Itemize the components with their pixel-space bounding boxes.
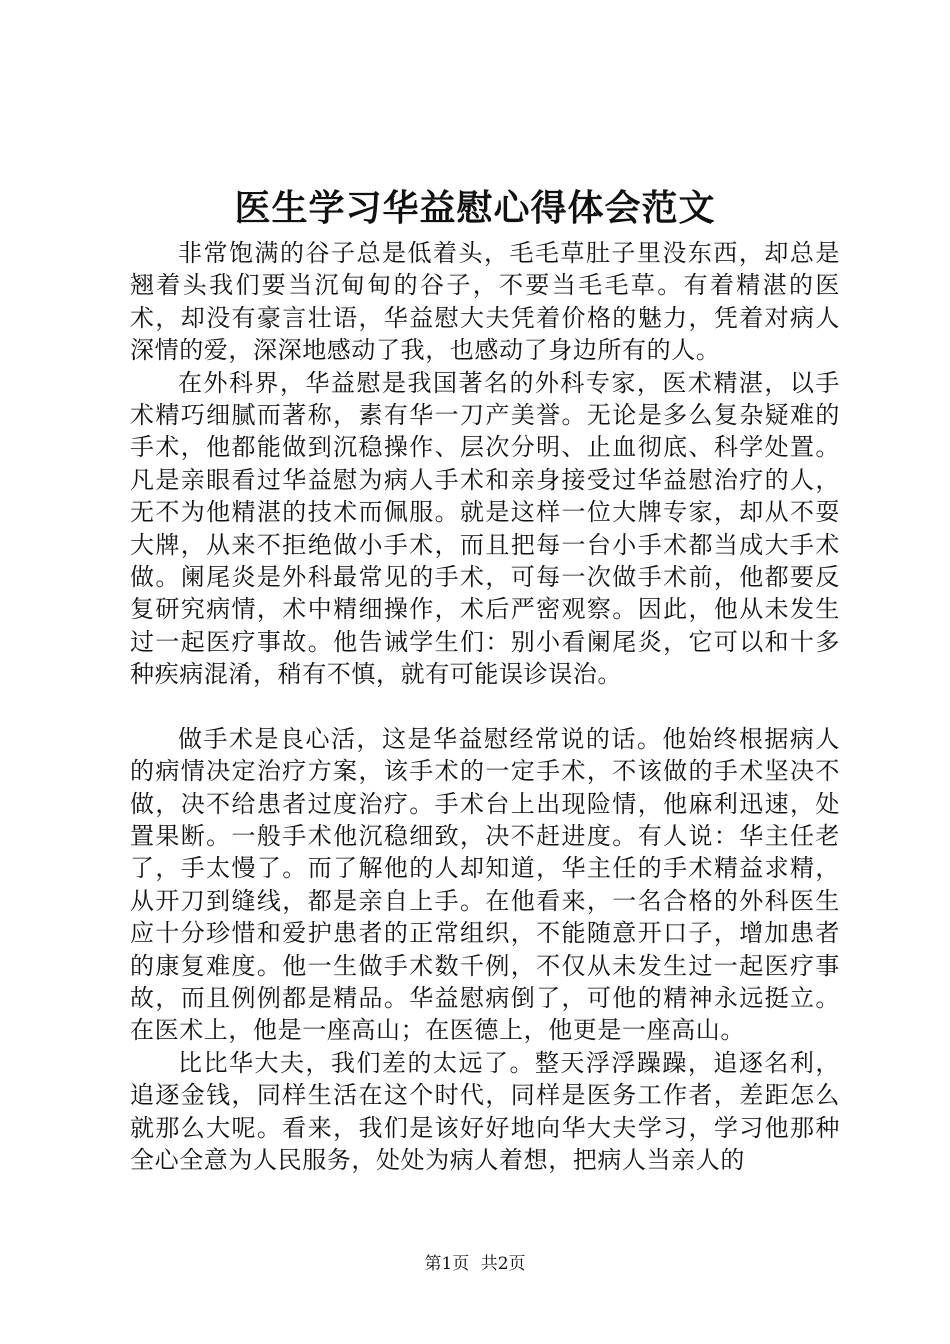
paragraph-2: 在外科界，华益慰是我国著名的外科专家，医术精湛，以手术精巧细腻而著称，素有华一刀产美誉。无论是多么复杂疑难的手术，他都能做到沉稳操作、层次分明、止血彻底、科学处置。凡是亲眼看过华益慰为病人手术和亲身接受过华益慰治疗的人，无不为他精湛的技术而佩服。就是这样一位大牌专家，却从不耍大牌，从来不拒绝做小手术，而且把每一台小手术都当成大手术做。阑尾炎是外科最常见的手术，可每一次做手术前，他都要反复研究病情，术中精细操作，术后严密观察。因此，他从未发生过一起医疗事故。他告诫学生们：别小看阑尾炎，它可以和十多种疾病混淆，稍有不慎，就有可能误诊误治。 — [130, 368, 840, 689]
document-title: 医生学习华益慰心得体会范文 — [234, 187, 716, 229]
paragraph-1: 非常饱满的谷子总是低着头，毛毛草肚子里没东西，却总是翘着头我们要当沉甸甸的谷子，不要当毛毛草。有着精湛的医术，却没有豪言壮语，华益慰大夫凭着价格的魅力，凭着对病人深情的爱，深深地感动了我，也感动了身边所有的人。 — [130, 239, 840, 365]
page-footer — [0, 1253, 950, 1275]
page-number-current: 第1页 — [424, 1254, 470, 1274]
document-body — [130, 237, 840, 1176]
page-number-total: 共2页 — [480, 1254, 526, 1274]
paragraph-4: 比比华大夫，我们差的太远了。整天浮浮躁躁，追逐名利，追逐金钱，同样生活在这个时代，同样是医务工作者，差距怎么就那么大呢。看来，我们是该好好地向华大夫学习，学习他那种全心全意为人民服务，处处为病人着想，把病人当亲人的 — [130, 1048, 840, 1174]
paragraph-3: 做手术是良心活，这是华益慰经常说的话。他始终根据病人的病情决定治疗方案，该手术的一定手术，不该做的手术坚决不做，决不给患者过度治疗。手术台上出现险情，他麻利迅速，处置果断。一般手术他沉稳细致，决不赶进度。有人说：华主任老了，手太慢了。而了解他的人却知道，华主任的手术精益求精，从开刀到缝线，都是亲自上手。在他看来，一名合格的外科医生应十分珍惜和爱护患者的正常组织，不能随意开口子，增加患者的康复难度。他一生做手术数千例，不仅从未发生过一起医疗事故，而且例例都是精品。华益慰病倒了，可他的精神永远挺立。在医术上，他是一座高山；在医德上，他更是一座高山。 — [130, 724, 840, 1045]
